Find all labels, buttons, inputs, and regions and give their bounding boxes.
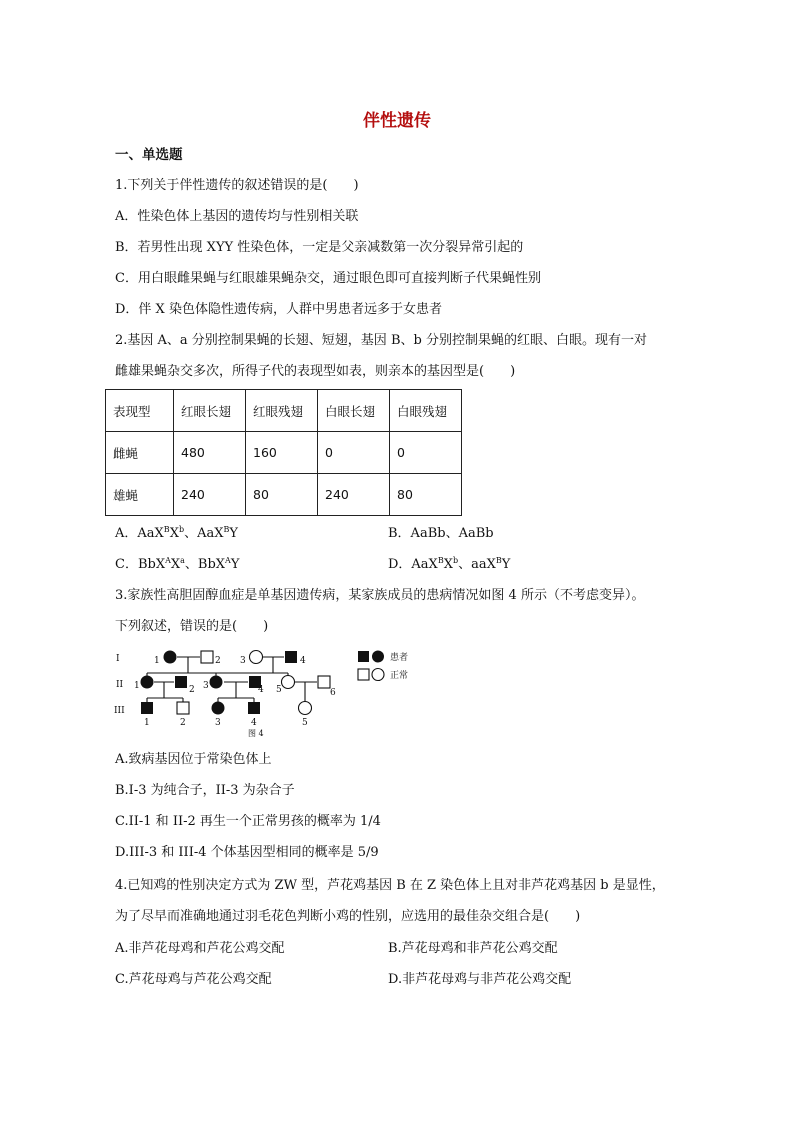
q4-stem-line1: 4.已知鸡的性别决定方式为 ZW 型，芦花鸡基因 B 在 Z 染色体上且对非芦花鸡基因 b 是显性， bbox=[115, 878, 665, 893]
q3-stem-line1: 3.家族性高胆固醇血症是单基因遗传病，某家族成员的患病情况如图 4 所示（不考虑变异）。 bbox=[115, 588, 645, 603]
q2-option-b: B．AaBb、AaBb bbox=[388, 526, 494, 541]
affected-male-symbol bbox=[285, 651, 297, 663]
table-row bbox=[106, 432, 462, 474]
table-cell: 80 bbox=[246, 474, 318, 516]
table-cell: 雌蝇 bbox=[106, 432, 174, 474]
normal-female-symbol bbox=[299, 702, 312, 715]
individual-number: 2 bbox=[189, 685, 195, 695]
q1-stem: 1.下列关于伴性遗传的叙述错误的是( ) bbox=[115, 178, 359, 193]
table-cell: 480 bbox=[174, 432, 246, 474]
individual-number: 6 bbox=[330, 688, 336, 698]
q1-option-c: C．用白眼雌果蝇与红眼雄果蝇杂交，通过眼色即可直接判断子代果蝇性别 bbox=[115, 271, 541, 286]
q2-stem-line2: 雌雄果蝇杂交多次，所得子代的表现型如表，则亲本的基因型是( ) bbox=[115, 364, 516, 379]
q4-option-d: D.非芦花母鸡与非芦花公鸡交配 bbox=[388, 972, 572, 987]
q1-option-b: B．若男性出现 XYY 性染色体，一定是父亲减数第一次分裂异常引起的 bbox=[115, 240, 524, 255]
q3-option-d: D.III-3 和 III-4 个体基因型相同的概率是 5/9 bbox=[115, 845, 379, 860]
individual-number: 5 bbox=[276, 685, 282, 695]
table-cell: 雄蝇 bbox=[106, 474, 174, 516]
table-cell: 240 bbox=[318, 474, 390, 516]
legend-normal-label: 正常 bbox=[390, 671, 409, 681]
individual-number: 3 bbox=[203, 681, 209, 691]
affected-male-symbol bbox=[248, 702, 260, 714]
legend-affected-label: 患者 bbox=[390, 653, 409, 663]
pedigree-chart bbox=[110, 645, 430, 740]
table-header-row bbox=[106, 390, 462, 432]
q3-stem-line2: 下列叙述，错误的是( ) bbox=[115, 619, 269, 634]
legend-affected-female-icon bbox=[372, 651, 384, 663]
q3-option-c: C.II-1 和 II-2 再生一个正常男孩的概率为 1/4 bbox=[115, 814, 381, 829]
table-row bbox=[106, 474, 462, 516]
normal-male-symbol bbox=[318, 676, 330, 688]
generation-label: III bbox=[114, 706, 125, 716]
figure-caption: 图 4 bbox=[248, 729, 264, 738]
normal-male-symbol bbox=[177, 702, 189, 714]
individual-number: 2 bbox=[215, 656, 221, 666]
legend-normal-male-icon bbox=[358, 669, 369, 680]
affected-male-symbol bbox=[175, 676, 187, 688]
table-header-cell: 红眼残翅 bbox=[246, 390, 318, 432]
q3-option-a: A.致病基因位于常染色体上 bbox=[115, 752, 272, 767]
q2-stem-line1: 2.基因 A、a 分别控制果蝇的长翅、短翅，基因 B、b 分别控制果蝇的红眼、白眼。现有一对 bbox=[115, 333, 647, 348]
individual-number: 1 bbox=[144, 718, 150, 728]
affected-female-symbol bbox=[210, 676, 223, 689]
individual-number: 1 bbox=[134, 681, 140, 691]
affected-female-symbol bbox=[164, 651, 177, 664]
individual-number: 1 bbox=[154, 656, 160, 666]
normal-female-symbol bbox=[282, 676, 295, 689]
q3-option-b: B.I-3 为纯合子，II-3 为杂合子 bbox=[115, 783, 295, 798]
table-cell: 80 bbox=[390, 474, 462, 516]
table-header-cell: 红眼长翅 bbox=[174, 390, 246, 432]
q1-option-a: A．性染色体上基因的遗传均与性别相关联 bbox=[115, 209, 359, 224]
legend-affected-male-icon bbox=[358, 651, 369, 662]
q4-option-b: B.芦花母鸡和非芦花公鸡交配 bbox=[388, 941, 558, 956]
individual-number: 3 bbox=[215, 718, 221, 728]
individual-number: 2 bbox=[180, 718, 186, 728]
document-title: 伴性遗传 bbox=[363, 111, 431, 131]
q4-stem-line2: 为了尽早而准确地通过羽毛花色判断小鸡的性别，应选用的最佳杂交组合是( ) bbox=[115, 909, 581, 924]
individual-number: 3 bbox=[240, 656, 246, 666]
legend-normal-female-icon bbox=[372, 669, 384, 681]
q2-option-c: C．$BbX^AX^a$、BbX$^A$Y bbox=[115, 556, 240, 572]
q4-option-a: A.非芦花母鸡和芦花公鸡交配 bbox=[115, 941, 285, 956]
generation-label: II bbox=[116, 680, 124, 690]
affected-female-symbol bbox=[212, 702, 225, 715]
individual-number: 4 bbox=[258, 685, 264, 695]
affected-male-symbol bbox=[141, 702, 153, 714]
q4-option-c: C.芦花母鸡与芦花公鸡交配 bbox=[115, 972, 272, 987]
table-header-cell: 白眼残翅 bbox=[390, 390, 462, 432]
individual-number: 4 bbox=[251, 718, 257, 728]
section-header: 一、单选题 bbox=[115, 147, 183, 163]
table-cell: 0 bbox=[318, 432, 390, 474]
phenotype-table bbox=[105, 389, 462, 516]
normal-male-symbol bbox=[201, 651, 213, 663]
generation-label: I bbox=[116, 654, 120, 664]
individual-number: 4 bbox=[300, 656, 306, 666]
table-cell: 0 bbox=[390, 432, 462, 474]
table-header-cell: 表现型 bbox=[106, 390, 174, 432]
q1-option-d: D．伴 X 染色体隐性遗传病，人群中男患者远多于女患者 bbox=[115, 302, 442, 317]
normal-female-symbol bbox=[250, 651, 263, 664]
table-header-cell: 白眼长翅 bbox=[318, 390, 390, 432]
table-cell: 240 bbox=[174, 474, 246, 516]
individual-number: 5 bbox=[302, 718, 308, 728]
q2-option-d: D．$AaX^BX^b$、aaX$^B$Y bbox=[388, 556, 511, 572]
affected-female-symbol bbox=[141, 676, 154, 689]
q2-option-a: A．$AaX^BX^b$、AaX$^B$Y bbox=[115, 525, 238, 541]
table-cell: 160 bbox=[246, 432, 318, 474]
